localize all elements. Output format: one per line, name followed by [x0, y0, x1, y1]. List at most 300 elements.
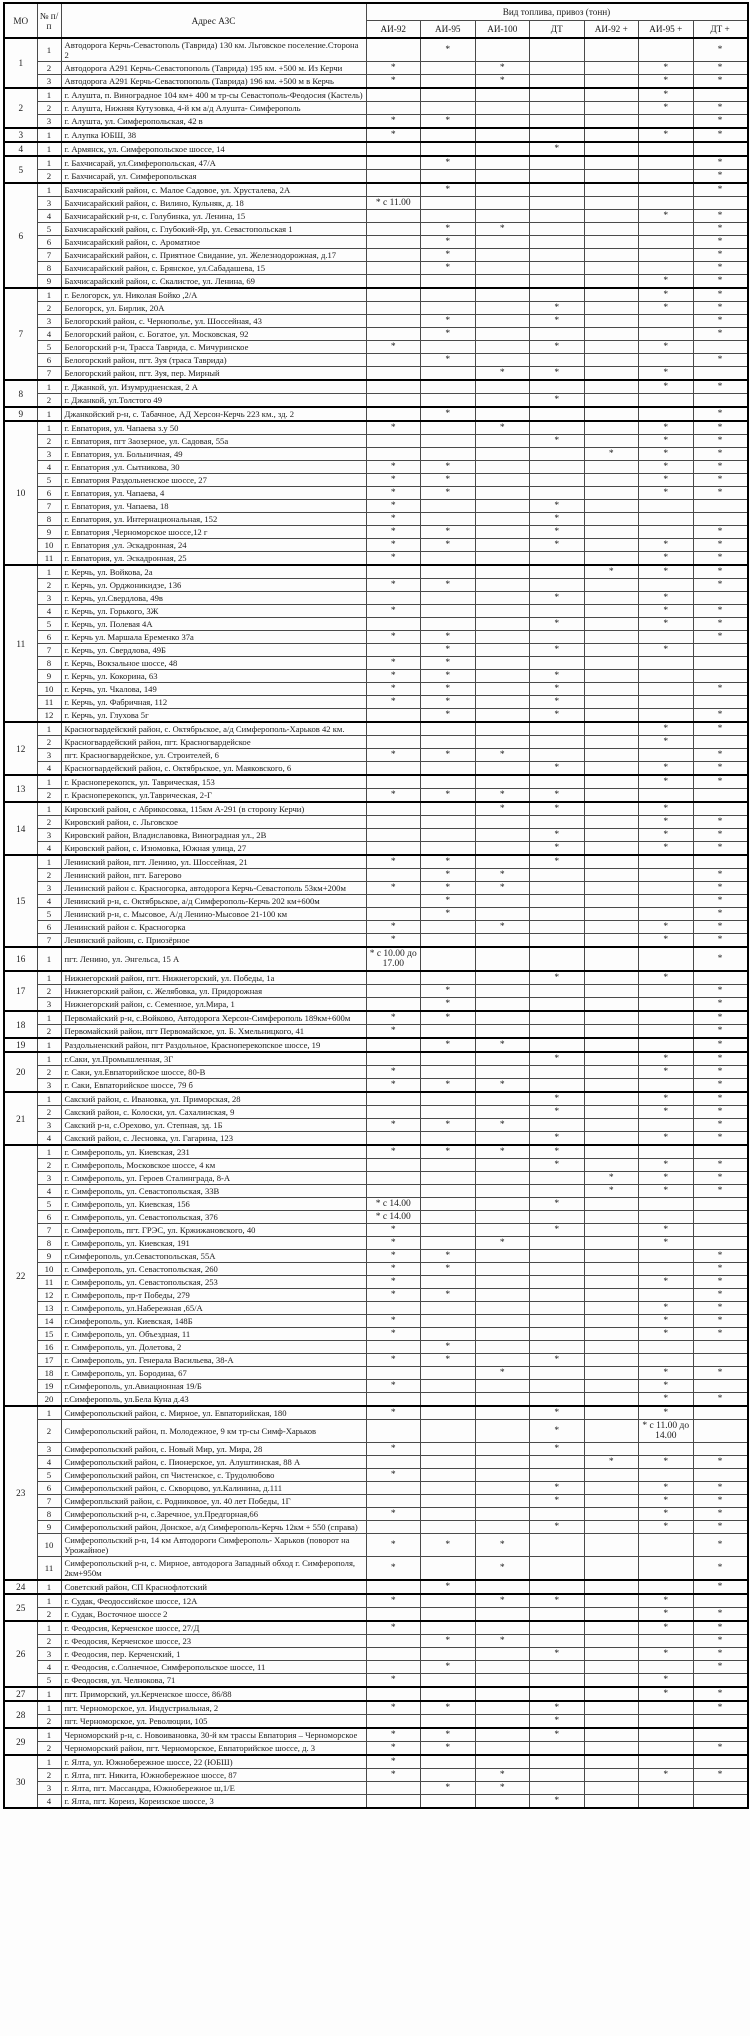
table-row [4, 88, 748, 102]
fuel-availability-cell [530, 657, 585, 670]
fuel-availability-cell: * [366, 128, 421, 142]
fuel-availability-cell [584, 62, 639, 75]
station-address: г. Евпатория, ул. Чапаева, 18 [61, 500, 366, 513]
fuel-availability-cell [475, 197, 530, 210]
table-row [4, 855, 748, 869]
fuel-availability-cell [693, 971, 748, 985]
table-row [4, 998, 748, 1012]
fuel-availability-cell [366, 170, 421, 184]
fuel-availability-cell [366, 736, 421, 749]
fuel-availability-cell [584, 328, 639, 341]
fuel-availability-cell [366, 38, 421, 62]
fuel-availability-cell [421, 128, 476, 142]
station-number: 1 [37, 1145, 61, 1159]
fuel-availability-cell [421, 1237, 476, 1250]
fuel-availability-cell [366, 565, 421, 579]
table-row [4, 1159, 748, 1172]
station-number: 1 [37, 855, 61, 869]
fuel-availability-cell [475, 315, 530, 328]
fuel-availability-cell: * [639, 1185, 694, 1198]
table-row [4, 1594, 748, 1608]
fuel-availability-cell: * [366, 1406, 421, 1420]
station-number: 7 [37, 249, 61, 262]
fuel-availability-cell: * [475, 1557, 530, 1581]
mo-number: 19 [4, 1038, 37, 1052]
fuel-availability-cell: * [639, 62, 694, 75]
fuel-availability-cell: * [530, 1224, 585, 1237]
fuel-column-header: ДТ [530, 21, 585, 39]
fuel-availability-cell [693, 1211, 748, 1224]
station-number: 2 [37, 1608, 61, 1622]
station-address: Симферопольский район, с. Пионерское, ул. Алуштинская, 88 А [61, 1456, 366, 1469]
fuel-availability-cell [475, 115, 530, 129]
table-row [4, 1367, 748, 1380]
fuel-availability-cell [584, 1687, 639, 1701]
station-address: Белогорск, ул. Бирлик, 20А [61, 302, 366, 315]
fuel-availability-cell [584, 526, 639, 539]
fuel-availability-cell: * [530, 539, 585, 552]
fuel-availability-cell [421, 1380, 476, 1393]
station-address: Симферопольский район, Донское, а/д Симферополь-Керчь 12км + 550 (справа) [61, 1521, 366, 1534]
station-number: 3 [37, 1443, 61, 1456]
fuel-availability-cell [421, 102, 476, 115]
fuel-availability-cell [693, 1354, 748, 1367]
fuel-availability-cell [584, 631, 639, 644]
fuel-availability-cell [366, 1393, 421, 1407]
table-row [4, 1079, 748, 1093]
fuel-availability-cell: * [693, 1328, 748, 1341]
fuel-availability-cell [421, 775, 476, 789]
fuel-availability-cell: * [475, 1079, 530, 1093]
fuel-availability-cell [475, 1661, 530, 1674]
fuel-availability-cell [584, 1594, 639, 1608]
fuel-availability-cell: * [421, 696, 476, 709]
fuel-availability-cell: * [421, 998, 476, 1012]
table-row [4, 882, 748, 895]
fuel-availability-cell [366, 1159, 421, 1172]
fuel-availability-cell [475, 631, 530, 644]
fuel-availability-cell [475, 156, 530, 170]
fuel-availability-cell: * [639, 1608, 694, 1622]
fuel-availability-cell [366, 367, 421, 381]
fuel-availability-cell [584, 749, 639, 762]
fuel-availability-cell [639, 1580, 694, 1594]
station-address: Первомайский район, пгт Первомайское, ул. Б. Хмельницкого, 41 [61, 1025, 366, 1039]
fuel-availability-cell [475, 236, 530, 249]
fuel-availability-cell: * [693, 934, 748, 948]
table-row [4, 1621, 748, 1635]
fuel-availability-cell [639, 1198, 694, 1211]
station-number: 15 [37, 1328, 61, 1341]
station-address: г. Керчь, ул. Горького, 3Ж [61, 605, 366, 618]
fuel-availability-cell [584, 1648, 639, 1661]
fuel-availability-cell: * [530, 1521, 585, 1534]
fuel-availability-cell [530, 1508, 585, 1521]
fuel-availability-cell [530, 869, 585, 882]
station-number: 2 [37, 869, 61, 882]
fuel-availability-cell [584, 1224, 639, 1237]
fuel-availability-cell [530, 1172, 585, 1185]
fuel-availability-cell [475, 947, 530, 971]
station-address: г. Керчь, ул.Свердлова, 49в [61, 592, 366, 605]
station-number: 4 [37, 762, 61, 776]
table-row [4, 487, 748, 500]
table-row [4, 565, 748, 579]
fuel-availability-cell [693, 1674, 748, 1688]
fuel-availability-cell [421, 1482, 476, 1495]
table-row [4, 1635, 748, 1648]
fuel-availability-cell [475, 1172, 530, 1185]
fuel-availability-cell [366, 1782, 421, 1795]
station-address: Кировский район, Владиславовка, Виноградная ул., 2В [61, 829, 366, 842]
fuel-availability-cell [584, 722, 639, 736]
fuel-availability-cell: * [475, 882, 530, 895]
fuel-availability-cell [584, 1341, 639, 1354]
station-number: 11 [37, 696, 61, 709]
table-row [4, 435, 748, 448]
fuel-availability-cell [584, 1367, 639, 1380]
station-address: г. Алушта, ул. Симферопольская, 42 в [61, 115, 366, 129]
table-row [4, 223, 748, 236]
fuel-availability-cell: * [639, 842, 694, 856]
fuel-availability-cell [421, 1557, 476, 1581]
fuel-availability-cell [530, 1079, 585, 1093]
fuel-availability-cell: * [693, 183, 748, 197]
table-row [4, 1289, 748, 1302]
fuel-availability-cell [475, 288, 530, 302]
fuel-availability-cell: * [421, 1534, 476, 1557]
table-row [4, 683, 748, 696]
station-address: г. Евпатория Раздольненское шоссе, 27 [61, 474, 366, 487]
fuel-availability-cell: * [366, 1594, 421, 1608]
fuel-availability-cell: * [639, 605, 694, 618]
fuel-availability-cell [475, 971, 530, 985]
fuel-availability-cell: * [366, 855, 421, 869]
fuel-availability-cell [584, 1011, 639, 1025]
fuel-availability-cell [530, 1263, 585, 1276]
fuel-availability-cell [475, 1341, 530, 1354]
fuel-availability-cell: * [421, 236, 476, 249]
fuel-availability-cell: * [421, 657, 476, 670]
station-address: Ленинский р-н, с. Октябрьское, а/д Симферополь-Керчь 202 км+600м [61, 895, 366, 908]
table-row [4, 1132, 748, 1146]
station-number: 13 [37, 1302, 61, 1315]
station-address: Красногвардейский район, с. Октябрьское, ул. Маяковского, 6 [61, 762, 366, 776]
fuel-availability-cell: * [639, 1456, 694, 1469]
station-address: г. Симферополь, ул. Киевская, 156 [61, 1198, 366, 1211]
station-address: Симферопольский р-н, 14 км Автодороги Симферополь- Харьков (поворот на Урожайное) [61, 1534, 366, 1557]
fuel-availability-cell: * [693, 762, 748, 776]
fuel-availability-cell: * [639, 1302, 694, 1315]
fuel-availability-cell: * [530, 829, 585, 842]
fuel-availability-cell: * [530, 1052, 585, 1066]
table-row [4, 288, 748, 302]
table-row [4, 552, 748, 566]
table-row [4, 1328, 748, 1341]
fuel-availability-cell: * [366, 1755, 421, 1769]
station-address: Нижнегорский район, с. Желябовка, ул. Придорожная [61, 985, 366, 998]
fuel-availability-cell [693, 142, 748, 156]
fuel-availability-cell [475, 605, 530, 618]
fuel-availability-cell [366, 315, 421, 328]
fuel-availability-cell [366, 183, 421, 197]
fuel-availability-cell [366, 394, 421, 408]
station-address: г. Керчь ул. Маршала Еременко 37а [61, 631, 366, 644]
fuel-availability-cell [530, 1755, 585, 1769]
fuel-availability-cell: * [639, 210, 694, 223]
fuel-availability-cell [530, 985, 585, 998]
fuel-availability-cell [639, 142, 694, 156]
fuel-availability-cell [639, 855, 694, 869]
fuel-availability-cell [366, 1580, 421, 1594]
fuel-availability-cell [421, 1648, 476, 1661]
station-number: 1 [37, 802, 61, 816]
station-address: г. Феодосия, ул. Челнокова, 71 [61, 1674, 366, 1688]
mo-number: 23 [4, 1406, 37, 1580]
station-address: Первомайский р-н, с.Войково, Автодорога Херсон-Симферополь 189км+600м [61, 1011, 366, 1025]
fuel-column-header: АИ-95 [421, 21, 476, 39]
station-number: 7 [37, 500, 61, 513]
table-row [4, 670, 748, 683]
table-row [4, 1782, 748, 1795]
fuel-availability-cell: * [475, 1782, 530, 1795]
table-row [4, 1145, 748, 1159]
fuel-availability-cell [530, 1674, 585, 1688]
fuel-availability-cell [584, 605, 639, 618]
fuel-availability-cell [530, 1367, 585, 1380]
fuel-availability-cell [639, 670, 694, 683]
fuel-availability-cell: * [584, 1456, 639, 1469]
fuel-availability-cell [584, 421, 639, 435]
table-row [4, 1557, 748, 1581]
fuel-availability-cell [693, 367, 748, 381]
station-address: Белогорский район, с. Богатое, ул. Московская, 92 [61, 328, 366, 341]
fuel-availability-cell: * [421, 1038, 476, 1052]
fuel-availability-cell: * [475, 421, 530, 435]
fuel-availability-cell: * [421, 262, 476, 275]
fuel-availability-cell: * [530, 1728, 585, 1742]
station-number: 1 [37, 156, 61, 170]
station-number: 4 [37, 461, 61, 474]
fuel-availability-cell: * [693, 539, 748, 552]
fuel-availability-cell: * [693, 1185, 748, 1198]
fuel-availability-cell: * [693, 1025, 748, 1039]
station-number: 7 [37, 1495, 61, 1508]
fuel-availability-cell [639, 947, 694, 971]
fuel-availability-cell: * [639, 1159, 694, 1172]
station-address: г. Керчь, ул. Кокорина, 63 [61, 670, 366, 683]
table-row [4, 474, 748, 487]
fuel-availability-cell: * [639, 1092, 694, 1106]
station-address: г. Судак, Феодоссийское шоссе, 12А [61, 1594, 366, 1608]
fuel-availability-cell [584, 1580, 639, 1594]
station-address: Черноморский район, пгт. Черноморское, Евпаторийское шоссе, д. 3 [61, 1742, 366, 1756]
fuel-availability-cell [366, 998, 421, 1012]
fuel-availability-cell [475, 435, 530, 448]
fuel-availability-cell: * [584, 565, 639, 579]
fuel-availability-cell [475, 775, 530, 789]
fuel-availability-cell [639, 657, 694, 670]
station-address: г. Симферополь, ул. Севастопольская, 253 [61, 1276, 366, 1289]
station-address: пгт. Приморский, ул.Керченское шоссе, 86/88 [61, 1687, 366, 1701]
fuel-availability-cell [639, 1145, 694, 1159]
fuel-availability-cell [584, 513, 639, 526]
station-number: 4 [37, 842, 61, 856]
fuel-availability-cell [530, 275, 585, 289]
fuel-availability-cell: * [693, 882, 748, 895]
fuel-availability-cell [584, 102, 639, 115]
table-row [4, 1406, 748, 1420]
fuel-availability-cell: * [421, 223, 476, 236]
station-address: г. Керчь, ул. Свердлова, 49Б [61, 644, 366, 657]
fuel-availability-cell: * [693, 170, 748, 184]
table-row [4, 38, 748, 62]
fuel-availability-cell [584, 1132, 639, 1146]
table-row [4, 789, 748, 803]
fuel-availability-cell: * [366, 1066, 421, 1079]
station-number: 10 [37, 539, 61, 552]
table-row [4, 1508, 748, 1521]
fuel-availability-cell: * [421, 1119, 476, 1132]
table-row [4, 1354, 748, 1367]
fuel-availability-cell [421, 1172, 476, 1185]
table-row [4, 869, 748, 882]
station-address: Бахчисарайский район, с. Скалистое, ул. Ленина, 69 [61, 275, 366, 289]
fuel-availability-cell: * [366, 683, 421, 696]
station-number: 8 [37, 1508, 61, 1521]
station-number: 2 [37, 789, 61, 803]
station-address: Симферопльский район, с. Родниковое, ул. 40 лет Победы, 1Г [61, 1495, 366, 1508]
fuel-availability-cell [475, 1198, 530, 1211]
fuel-availability-cell [366, 816, 421, 829]
fuel-availability-cell [530, 1302, 585, 1315]
fuel-availability-cell [366, 142, 421, 156]
station-number: 6 [37, 354, 61, 367]
fuel-availability-cell [366, 802, 421, 816]
fuel-availability-cell [530, 1469, 585, 1482]
station-address: г. Евпатория, ул. Больничная, 49 [61, 448, 366, 461]
fuel-availability-cell [693, 197, 748, 210]
fuel-availability-cell [421, 288, 476, 302]
fuel-availability-cell [639, 500, 694, 513]
fuel-availability-cell [421, 1066, 476, 1079]
fuel-availability-cell [639, 579, 694, 592]
fuel-availability-cell [639, 709, 694, 723]
table-row [4, 722, 748, 736]
fuel-availability-cell: * [639, 487, 694, 500]
fuel-availability-cell [530, 908, 585, 921]
fuel-availability-cell: * [530, 1132, 585, 1146]
fuel-availability-cell: * [366, 1289, 421, 1302]
fuel-availability-cell: * [693, 1052, 748, 1066]
fuel-availability-cell: * [584, 1185, 639, 1198]
fuel-availability-cell [366, 1482, 421, 1495]
station-address: г. Керчь, ул. Полевая 4А [61, 618, 366, 631]
fuel-availability-cell: * [639, 1380, 694, 1393]
fuel-availability-cell: * [366, 934, 421, 948]
station-number: 10 [37, 1263, 61, 1276]
fuel-availability-cell [584, 1534, 639, 1557]
station-number: 3 [37, 197, 61, 210]
fuel-availability-cell [366, 1038, 421, 1052]
fuel-availability-cell: * [366, 749, 421, 762]
table-row [4, 448, 748, 461]
fuel-availability-cell [639, 1011, 694, 1025]
station-address: г. Ялта, пгт. Массандра, Южнобережное ш,1/Е [61, 1782, 366, 1795]
fuel-availability-cell [475, 592, 530, 605]
fuel-availability-cell: * [639, 341, 694, 354]
fuel-availability-cell [584, 88, 639, 102]
station-number: 5 [37, 1198, 61, 1211]
fuel-availability-cell: * [475, 75, 530, 89]
table-row [4, 1250, 748, 1263]
fuel-availability-cell: * с 11.00 до 14.00 [639, 1420, 694, 1443]
fuel-availability-cell [530, 380, 585, 394]
fuel-availability-cell [584, 407, 639, 421]
fuel-availability-cell [421, 565, 476, 579]
fuel-availability-cell [421, 842, 476, 856]
station-address: г. Армянск, ул. Симферопольское шоссе, 14 [61, 142, 366, 156]
station-address: г. Красноперекопск, ул.Таврическая, 2-Г [61, 789, 366, 803]
station-address: г. Симферополь, пр-т Победы, 279 [61, 1289, 366, 1302]
fuel-availability-cell [475, 618, 530, 631]
fuel-availability-cell: * [693, 1066, 748, 1079]
fuel-availability-cell: * [366, 670, 421, 683]
fuel-availability-cell: * [693, 709, 748, 723]
fuel-availability-cell: * [530, 709, 585, 723]
fuel-availability-cell [366, 908, 421, 921]
fuel-availability-cell: * [639, 88, 694, 102]
fuel-availability-cell [421, 1393, 476, 1407]
table-row [4, 128, 748, 142]
fuel-availability-cell [584, 1380, 639, 1393]
fuel-availability-cell [421, 816, 476, 829]
fuel-availability-cell [639, 1701, 694, 1715]
fuel-availability-cell: * [639, 736, 694, 749]
fuel-availability-cell [421, 1132, 476, 1146]
fuel-availability-cell: * [693, 421, 748, 435]
fuel-availability-cell [584, 183, 639, 197]
station-address: г. Белогорск, ул. Николая Бойко ,2/А [61, 288, 366, 302]
fuel-availability-cell: * [530, 1406, 585, 1420]
fuel-group-header: Вид топлива, привоз (тонн) [366, 3, 748, 21]
fuel-availability-cell [421, 1159, 476, 1172]
fuel-availability-cell [693, 1341, 748, 1354]
fuel-availability-cell [530, 354, 585, 367]
station-number: 2 [37, 394, 61, 408]
station-number: 7 [37, 934, 61, 948]
fuel-availability-cell [693, 1420, 748, 1443]
fuel-availability-cell [639, 38, 694, 62]
fuel-availability-cell [639, 1557, 694, 1581]
fuel-availability-cell: * [639, 1066, 694, 1079]
station-address: г. Джанкой, ул. Изумрудненская, 2 А [61, 380, 366, 394]
fuel-availability-cell: * [421, 1728, 476, 1742]
table-row [4, 802, 748, 816]
station-number: 2 [37, 1106, 61, 1119]
fuel-availability-cell: * с 10.00 до 17.00 [366, 947, 421, 971]
fuel-availability-cell: * [639, 552, 694, 566]
mo-number: 2 [4, 88, 37, 128]
station-number: 6 [37, 236, 61, 249]
fuel-availability-cell [584, 435, 639, 448]
fuel-availability-cell [421, 829, 476, 842]
fuel-availability-cell: * [693, 102, 748, 115]
fuel-availability-cell: * [693, 1495, 748, 1508]
fuel-availability-cell [639, 1755, 694, 1769]
fuel-availability-cell [475, 380, 530, 394]
fuel-availability-cell [639, 1728, 694, 1742]
